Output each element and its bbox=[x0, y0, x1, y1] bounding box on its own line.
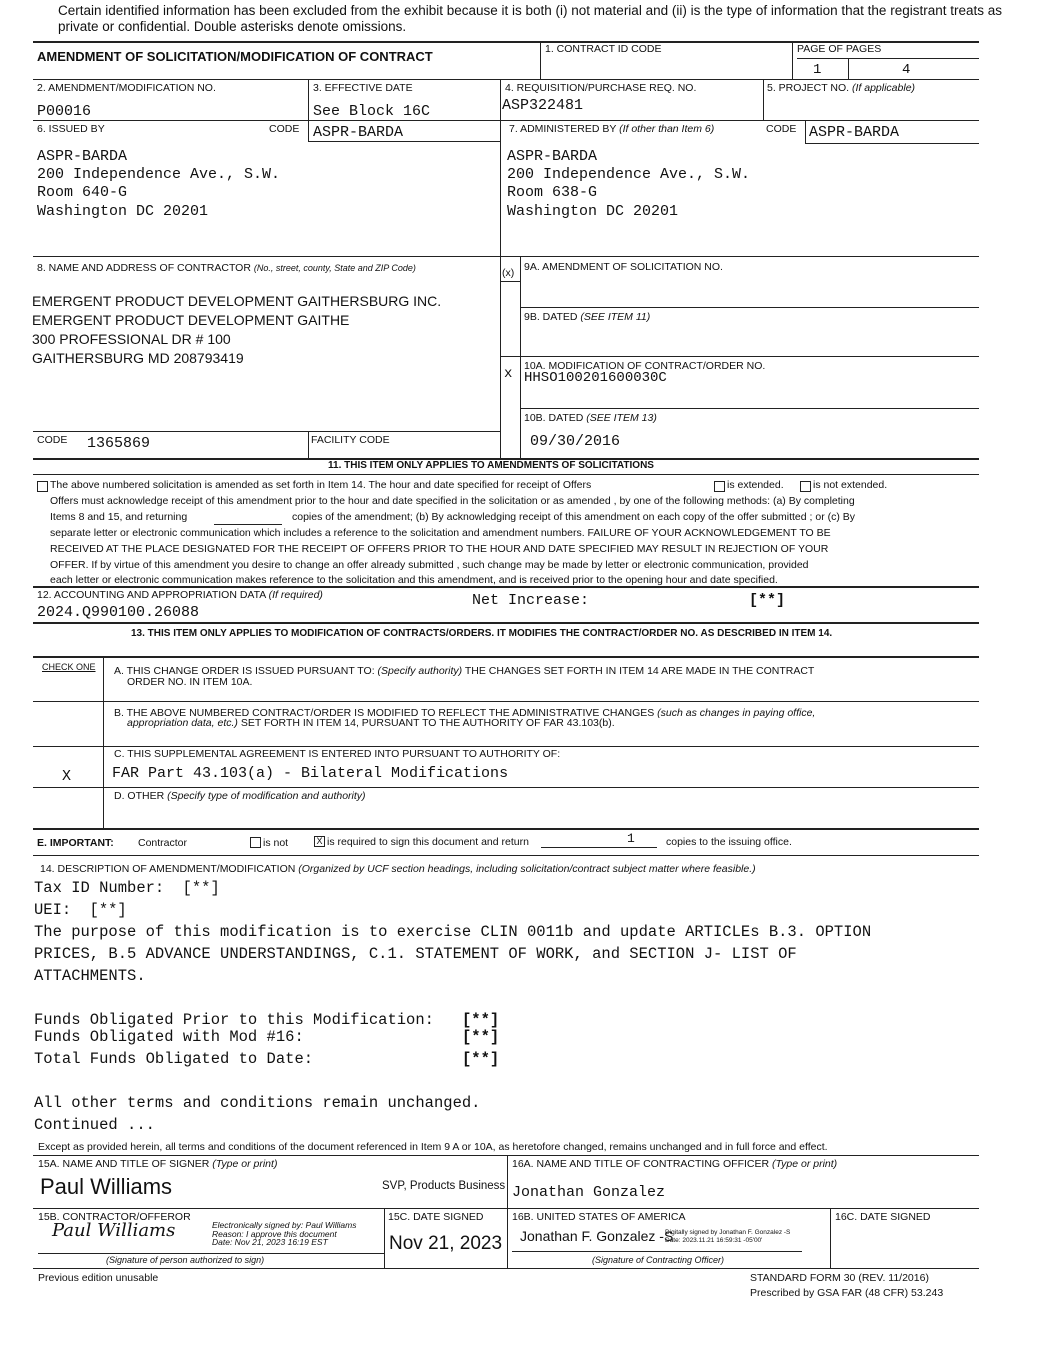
item11-text-3b: copies of the amendment; (b) By acknowledging receipt of this amendment on each copy of the offer submitted ; or (c) By bbox=[292, 511, 856, 523]
facility-code-label: FACILITY CODE bbox=[311, 434, 390, 446]
esig-line-3: Date: Nov 21, 2023 16:19 EST bbox=[212, 1237, 328, 1247]
block14-label: 14. DESCRIPTION OF AMENDMENT/MODIFICATION bbox=[40, 863, 296, 875]
divider bbox=[33, 474, 979, 475]
item13a-text-3: ORDER NO. IN ITEM 10A. bbox=[127, 676, 253, 688]
item13a-text-2: THE CHANGES SET FORTH IN ITEM 14 ARE MADE IN THE CONTRACT bbox=[462, 665, 815, 677]
page-total: 4 bbox=[902, 62, 911, 78]
divider bbox=[33, 746, 979, 747]
except-text: Except as provided herein, all terms and conditions of the document referenced in Item 9 A or 10A, as heretofore changed, remains unchanged and in full force and effect. bbox=[38, 1141, 828, 1153]
block5-note: (If applicable) bbox=[852, 82, 916, 94]
closing-line-1: All other terms and conditions remain unchanged. bbox=[34, 1094, 481, 1112]
block14-note: (Organized by UCF section headings, including solicitation/contract subject matter where feasible.) bbox=[298, 863, 756, 875]
administered-by-line-2: 200 Independence Ave., S.W. bbox=[507, 166, 751, 183]
amended-checkbox[interactable] bbox=[37, 481, 48, 492]
block12-label: 12. ACCOUNTING AND APPROPRIATION DATA bbox=[37, 589, 266, 601]
item13d-text: D. OTHER bbox=[114, 790, 165, 802]
not-extended-checkbox[interactable] bbox=[800, 481, 811, 492]
issued-by-line-2: 200 Independence Ave., S.W. bbox=[37, 166, 281, 183]
signer-name: Paul Williams bbox=[40, 1174, 173, 1199]
divider bbox=[33, 656, 979, 658]
contractor-code-label: CODE bbox=[37, 434, 68, 446]
issued-by-line-3: Room 640-G bbox=[37, 184, 128, 201]
x-column-header: (x) bbox=[502, 267, 515, 279]
net-increase-value: [**] bbox=[749, 592, 786, 609]
divider bbox=[33, 787, 979, 788]
item13b-italic-2: appropriation data, etc.) bbox=[127, 717, 238, 729]
item11-text-5: RECEIVED AT THE PLACE DESIGNATED FOR THE RECEIPT OF OFFERS PRIOR TO THE HOUR AND DATE SPECIFIED MAY RESULT IN REJECTION OF YOUR bbox=[50, 543, 829, 555]
item13b-text: B. THE ABOVE NUMBERED CONTRACT/ORDER IS MODIFIED TO REFLECT THE ADMINISTRATIVE CHANGES bbox=[114, 707, 655, 719]
accounting-data: 2024.Q990100.26088 bbox=[37, 604, 200, 621]
block8-label: 8. NAME AND ADDRESS OF CONTRACTOR bbox=[37, 262, 251, 274]
block8-note: (No., street, county, State and ZIP Code) bbox=[253, 263, 416, 273]
block10-check-mark: x bbox=[504, 366, 513, 382]
footer-previous-edition: Previous edition unusable bbox=[38, 1272, 159, 1284]
divider bbox=[308, 431, 309, 458]
contractor-line-4: GAITHERSBURG MD 208793419 bbox=[32, 350, 244, 366]
contract-number: HHSO100201600030C bbox=[524, 370, 667, 386]
divider bbox=[33, 622, 979, 624]
divider bbox=[33, 256, 979, 257]
item11-text-7: each letter or electronic communication makes reference to the solicitation and this amendment, and is received prior to the opening hour and date specified. bbox=[50, 574, 778, 586]
divider bbox=[33, 828, 979, 830]
divider bbox=[308, 141, 500, 142]
divider bbox=[500, 281, 520, 282]
esig-line-1: Electronically signed by: Paul Williams bbox=[212, 1220, 357, 1230]
divider bbox=[33, 431, 500, 432]
funds-total-label: Total Funds Obligated to Date: bbox=[34, 1050, 314, 1068]
contractor-signature: Paul Williams bbox=[52, 1220, 176, 1241]
item13b-text-2: SET FORTH IN ITEM 14, PURSUANT TO THE AUTHORITY OF FAR 43.103(b). bbox=[237, 717, 615, 729]
item13b-italic: (such as changes in paying office, bbox=[657, 707, 816, 719]
effective-date: See Block 16C bbox=[313, 103, 431, 120]
divider bbox=[805, 143, 979, 144]
divider bbox=[33, 1268, 979, 1269]
uei-label: UEI: bbox=[34, 901, 72, 919]
block16b-label: 16B. UNITED STATES OF AMERICA bbox=[512, 1211, 686, 1223]
extended-checkbox[interactable] bbox=[714, 481, 725, 492]
divider bbox=[500, 256, 501, 458]
item11-text-1: The above numbered solicitation is amended as set forth in Item 14. The hour and date specified for receipt of Offers bbox=[50, 479, 592, 491]
divider bbox=[33, 586, 979, 588]
item11-text-4: separate letter or electronic communication which includes a reference to the solicitation and amendment numbers. FAILURE OF YOUR ACKNOWLEDGEMENT TO BE bbox=[50, 527, 831, 539]
item13a-text: A. THIS CHANGE ORDER IS ISSUED PURSUANT TO: bbox=[114, 665, 375, 677]
item13c-authority: FAR Part 43.103(a) - Bilateral Modifications bbox=[112, 765, 509, 782]
divider bbox=[308, 80, 309, 120]
funds-mod-label: Funds Obligated with Mod #16: bbox=[34, 1028, 304, 1046]
block2-label: 2. AMENDMENT/MODIFICATION NO. bbox=[37, 82, 216, 94]
not-extended-label: is not extended. bbox=[813, 479, 888, 491]
item11-text-6: OFFER. If by virtue of this amendment you desire to change an offer already submitted , such change may be made by letter or electronic communication, provided bbox=[50, 559, 809, 571]
block3-label: 3. EFFECTIVE DATE bbox=[313, 82, 413, 94]
net-increase-label: Net Increase: bbox=[472, 592, 590, 609]
divider bbox=[103, 656, 104, 828]
footer-form-number: STANDARD FORM 30 (REV. 11/2016) bbox=[750, 1272, 929, 1284]
block10b-note: (SEE ITEM 13) bbox=[586, 412, 657, 424]
digital-sig-line-1: Digitally signed by Jonathan F. Gonzalez -S bbox=[665, 1229, 791, 1236]
page-number: 1 bbox=[813, 62, 822, 78]
funds-prior-value: [**] bbox=[462, 1011, 500, 1029]
contractor-code: 1365869 bbox=[87, 435, 151, 452]
divider bbox=[540, 42, 541, 79]
item13a-italic: (Specify authority) bbox=[377, 665, 463, 677]
block15a-note: (Type or print) bbox=[212, 1158, 278, 1170]
contractor-line-1: EMERGENT PRODUCT DEVELOPMENT GAITHERSBURG INC. bbox=[32, 293, 442, 309]
divider bbox=[33, 855, 979, 856]
block9b-note: (SEE ITEM 11) bbox=[580, 311, 651, 323]
block4-label: 4. REQUISITION/PURCHASE REQ. NO. bbox=[505, 82, 697, 94]
is-not-checkbox[interactable] bbox=[250, 837, 261, 848]
block7-label: 7. ADMINISTERED BY bbox=[509, 123, 617, 135]
block16a-label: 16A. NAME AND TITLE OF CONTRACTING OFFICER bbox=[512, 1158, 770, 1170]
divider bbox=[500, 356, 979, 357]
item13d-italic: (Specify type of modification and authority) bbox=[167, 790, 366, 802]
block16a-note: (Type or print) bbox=[772, 1158, 838, 1170]
contractor-line-3: 300 PROFESSIONAL DR # 100 bbox=[32, 331, 231, 347]
block10b-label: 10B. DATED bbox=[524, 412, 584, 424]
divider bbox=[805, 121, 806, 143]
important-contractor: Contractor bbox=[138, 837, 188, 849]
divider bbox=[792, 42, 793, 79]
block9b-label: 9B. DATED bbox=[524, 311, 578, 323]
funds-total-value: [**] bbox=[462, 1050, 500, 1068]
administered-by-line-4: Washington DC 20201 bbox=[507, 203, 679, 220]
divider bbox=[520, 307, 979, 308]
block5-label: 5. PROJECT NO. bbox=[767, 82, 850, 94]
uei-value: [**] bbox=[89, 901, 127, 919]
form-title: AMENDMENT OF SOLICITATION/MODIFICATION OF CONTRACT bbox=[37, 49, 433, 64]
block9a-label: 9A. AMENDMENT OF SOLICITATION NO. bbox=[524, 261, 723, 273]
divider bbox=[797, 58, 979, 59]
item11-heading: 11. THIS ITEM ONLY APPLIES TO AMENDMENTS OF SOLICITATIONS bbox=[328, 460, 654, 471]
esig-line-2: Reason: I approve this document bbox=[212, 1228, 337, 1239]
copies-tail: copies to the issuing office. bbox=[666, 836, 792, 848]
amendment-number: P00016 bbox=[37, 103, 92, 120]
tax-id-label: Tax ID Number: bbox=[34, 879, 165, 897]
contract-date: 09/30/2016 bbox=[530, 433, 621, 450]
important-label: E. IMPORTANT: bbox=[37, 837, 114, 849]
redaction-notice-line-1: Certain identified information has been excluded from the exhibit because it is both (i) not material and (ii) is the type of information that the registrant treats as bbox=[58, 3, 1002, 18]
block15b-label: 15B. CONTRACTOR/OFFEROR bbox=[38, 1211, 191, 1223]
contractor-date-signed: Nov 21, 2023 bbox=[389, 1233, 503, 1254]
block7-note: (If other than Item 6) bbox=[619, 123, 715, 135]
requisition-number: ASP322481 bbox=[502, 97, 584, 114]
contractor-line-2: EMERGENT PRODUCT DEVELOPMENT GAITHE bbox=[32, 312, 350, 328]
block15c-label: 15C. DATE SIGNED bbox=[388, 1211, 484, 1223]
block6-label: 6. ISSUED BY bbox=[37, 123, 105, 135]
officer-signature-caption: (Signature of Contracting Officer) bbox=[592, 1255, 725, 1265]
divider bbox=[830, 1208, 831, 1268]
divider bbox=[33, 1208, 979, 1209]
block1-label: 1. CONTRACT ID CODE bbox=[545, 43, 662, 55]
item13c-check-mark: X bbox=[62, 768, 72, 785]
block15a-label: 15A. NAME AND TITLE OF SIGNER bbox=[38, 1158, 210, 1170]
block7-code-label: CODE bbox=[766, 123, 797, 135]
is-required-label: is required to sign this document and return bbox=[327, 836, 529, 848]
funds-mod-value: [**] bbox=[462, 1028, 500, 1046]
redaction-notice-line-2: private or confidential. Double asterisks denote omissions. bbox=[58, 19, 407, 34]
divider bbox=[33, 79, 979, 80]
is-required-checkbox[interactable]: X bbox=[314, 836, 325, 847]
divider bbox=[33, 120, 979, 121]
issued-by-line-4: Washington DC 20201 bbox=[37, 203, 209, 220]
funds-prior-label: Funds Obligated Prior to this Modification: bbox=[34, 1011, 434, 1029]
purpose-line-2: PRICES, B.5 ADVANCE UNDERSTANDINGS, C.1. STATEMENT OF WORK, and SECTION J- LIST OF bbox=[34, 945, 797, 963]
copies-count: 1 bbox=[627, 831, 635, 846]
administered-by-line-1: ASPR-BARDA bbox=[507, 148, 598, 165]
footer-prescribed: Prescribed by GSA FAR (48 CFR) 53.243 bbox=[750, 1287, 944, 1299]
signer-title: SVP, Products Business bbox=[382, 1180, 506, 1192]
signature-line bbox=[38, 1253, 384, 1254]
divider bbox=[384, 1208, 385, 1268]
divider bbox=[507, 1155, 508, 1268]
item13-heading: 13. THIS ITEM ONLY APPLIES TO MODIFICATION OF CONTRACTS/ORDERS. IT MODIFIES THE CONTRACT/ORDER NO. AS DESCRIBED IN ITEM 14. bbox=[131, 628, 833, 639]
block16c-label: 16C. DATE SIGNED bbox=[835, 1211, 931, 1223]
extended-label: is extended. bbox=[727, 479, 784, 491]
divider bbox=[520, 256, 521, 458]
item11-text-3a: Items 8 and 15, and returning bbox=[50, 511, 188, 523]
issued-by-line-1: ASPR-BARDA bbox=[37, 148, 128, 165]
divider bbox=[763, 80, 764, 120]
divider bbox=[520, 408, 979, 409]
closing-line-2: Continued ... bbox=[34, 1116, 155, 1134]
purpose-line-1: The purpose of this modification is to exercise CLIN 0011b and update ARTICLEs B.3. OPTION bbox=[34, 923, 872, 941]
administered-by-line-3: Room 638-G bbox=[507, 184, 598, 201]
contractor-signature-caption: (Signature of person authorized to sign) bbox=[106, 1255, 265, 1265]
block6-code-label: CODE bbox=[269, 123, 300, 135]
copies-blank-line bbox=[214, 524, 282, 525]
block10a-label: 10A. MODIFICATION OF CONTRACT/ORDER NO. bbox=[524, 360, 766, 372]
administered-by-code: ASPR-BARDA bbox=[809, 124, 900, 141]
copies-line bbox=[541, 847, 657, 848]
divider bbox=[500, 80, 501, 256]
contracting-officer-name: Jonathan Gonzalez bbox=[512, 1184, 666, 1201]
signature-line bbox=[512, 1251, 802, 1252]
issued-by-code: ASPR-BARDA bbox=[313, 124, 404, 141]
block12-note: (If required) bbox=[268, 589, 323, 601]
tax-id-value: [**] bbox=[182, 879, 220, 897]
divider bbox=[33, 1155, 979, 1156]
item11-text-2: Offers must acknowledge receipt of this amendment prior to the hour and date specified in the solicitation or as amended , by one of the following methods: (a) By completing bbox=[50, 495, 855, 507]
divider bbox=[848, 58, 849, 79]
pages-label: PAGE OF PAGES bbox=[797, 43, 882, 55]
digital-sig-line-2: Date: 2023.11.21 16:59:31 -05'00' bbox=[665, 1236, 763, 1244]
divider bbox=[308, 121, 309, 141]
officer-signature: Jonathan F. Gonzalez -S bbox=[520, 1228, 674, 1244]
is-not-label: is not bbox=[263, 837, 289, 849]
check-one-label: CHECK ONE bbox=[42, 662, 96, 672]
purpose-line-3: ATTACHMENTS. bbox=[34, 967, 146, 985]
item13c-text: C. THIS SUPPLEMENTAL AGREEMENT IS ENTERED INTO PURSUANT TO AUTHORITY OF: bbox=[114, 748, 561, 760]
divider bbox=[33, 701, 979, 702]
